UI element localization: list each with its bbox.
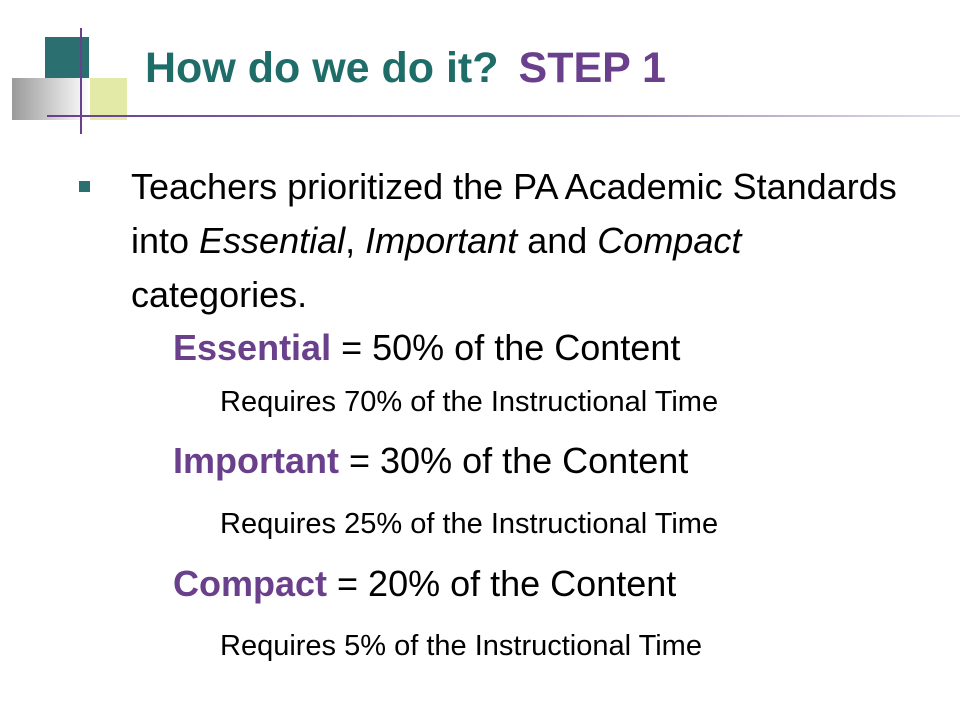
deco-gradient-bar — [12, 78, 90, 120]
category-share: = 30% of the Content — [339, 440, 689, 481]
requirement-line-important: Requires 25% of the Instructional Time — [220, 508, 719, 540]
category-line-important — [173, 439, 688, 483]
square-bullet-icon — [79, 181, 90, 192]
title-step: STEP 1 — [518, 44, 666, 92]
category-line-essential — [173, 326, 680, 370]
bullet-text-intro: Teachers prioritized the PA Academic Standards into — [131, 166, 897, 261]
deco-horizontal-line — [47, 115, 960, 117]
requirement-line-compact: Requires 5% of the Instructional Time — [220, 630, 702, 662]
deco-vertical-line — [80, 28, 82, 134]
category-name: Compact — [173, 563, 328, 604]
slide-title — [145, 40, 666, 96]
deco-square-green — [45, 37, 89, 79]
category-name: Important — [173, 440, 339, 481]
category-line-compact — [173, 562, 676, 606]
bullet-em-important: Important — [365, 220, 518, 261]
category-name: Essential — [173, 327, 332, 368]
requirement-line-essential: Requires 70% of the Instructional Time — [220, 386, 719, 418]
category-share: = 50% of the Content — [331, 327, 681, 368]
title-question: How do we do it? — [145, 44, 499, 92]
bullet-em-compact: Compact — [597, 220, 742, 261]
category-share: = 20% of the Content — [327, 563, 677, 604]
bullet-em-essential: Essential — [199, 220, 346, 261]
bullet-text: Teachers prioritized the PA Academic Standards into Essential, Important and Compact categories. — [131, 166, 897, 315]
